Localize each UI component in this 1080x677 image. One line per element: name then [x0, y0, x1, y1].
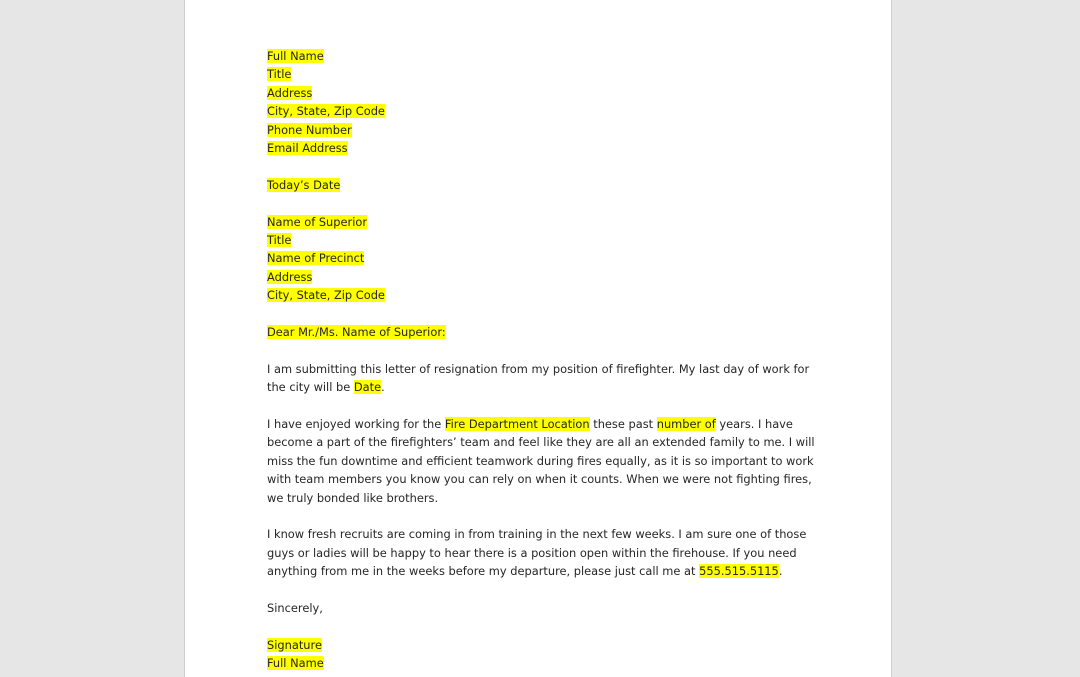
signature: Signature — [267, 637, 322, 652]
fire-department-location: Fire Department Location — [444, 417, 590, 432]
recipient-name: Name of Superior — [267, 214, 368, 229]
letter-date: Today’s Date — [267, 177, 341, 192]
number-of-years: number of — [656, 417, 716, 432]
letter-body[interactable] — [267, 47, 817, 673]
recipient-city-state-zip: City, State, Zip Code — [267, 288, 385, 303]
recipient-address: Address — [267, 269, 313, 284]
phone-number: 555.515.5115 — [699, 564, 779, 579]
recipient-title: Title — [267, 233, 292, 248]
recipient-precinct: Name of Precinct — [267, 251, 365, 266]
sender-email: Email Address — [267, 141, 348, 156]
paragraph-3: I know fresh recruits are coming in from training in the next few weeks. I am sure one of those guys or ladies will be happy to hear there is a position open within the firehouse. If you need anything from me in the weeks before my departure, please just call me at 555.515.5115. — [267, 527, 807, 579]
paragraph-1: I am submitting this letter of resignation from my position of firefighter. My last day of work for the city will be Date. — [267, 361, 810, 395]
sender-city-state-zip: City, State, Zip Code — [267, 104, 385, 119]
document-page — [184, 0, 892, 677]
salutation: Dear Mr./Ms. Name of Superior: — [267, 325, 446, 340]
sender-address: Address — [267, 85, 313, 100]
closing: Sincerely, — [267, 601, 323, 616]
last-day-date: Date — [353, 380, 382, 395]
signer-full-name: Full Name — [267, 656, 324, 671]
sender-phone: Phone Number — [267, 122, 352, 137]
paragraph-2: I have enjoyed working for the Fire Department Location these past number of years. I have become a part of the firefighters’ team and feel like they are all an extended family to me. I will miss the fun downtime and efficient teamwork during fires equally, as it is so important to work with team members you know you can rely on when it counts. When we were not fighting fires, we truly bonded like brothers. — [267, 417, 815, 505]
sender-block — [267, 47, 817, 65]
sender-title: Title — [267, 67, 292, 82]
sender-full-name: Full Name — [267, 49, 324, 63]
